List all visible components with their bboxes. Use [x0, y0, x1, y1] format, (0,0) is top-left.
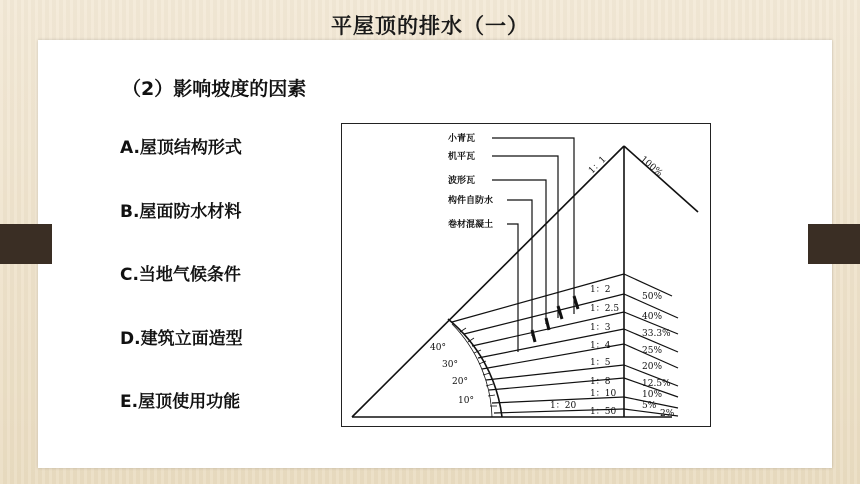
- percent-label: 40%: [642, 312, 663, 322]
- section-subtitle: （2）影响坡度的因素: [122, 78, 307, 100]
- material-label: 小青瓦: [448, 134, 476, 144]
- percent-peak-label: 100%: [638, 154, 665, 179]
- angle-label: 40°: [430, 343, 446, 353]
- factor-list: [120, 137, 243, 455]
- ratio-label: 1：2: [590, 285, 611, 295]
- left-tab-decoration: [0, 224, 52, 264]
- factor-item: C.当地气候条件: [120, 265, 241, 285]
- ratio-peak-label: 1：1: [587, 154, 609, 177]
- slide-title: 平屋顶的排水（一）: [331, 14, 529, 38]
- ratio-label: 1：2.5: [590, 304, 620, 314]
- material-label: 机平瓦: [448, 152, 476, 162]
- material-leader-lines: [492, 138, 574, 352]
- factor-item: A.屋顶结构形式: [120, 138, 242, 158]
- angle-label: 10°: [458, 396, 474, 406]
- leader-markers: [532, 296, 578, 342]
- factor-item: D.建筑立面造型: [120, 328, 243, 349]
- material-label: 构件自防水: [448, 196, 494, 206]
- percent-label: 33.3%: [642, 329, 671, 339]
- factor-item: E.屋顶使用功能: [120, 392, 241, 412]
- ratio-label: 1：8: [590, 377, 611, 387]
- ratio-label: 1：5: [590, 358, 611, 368]
- slope-diagram-svg: [342, 124, 710, 426]
- material-label: 卷材混凝土: [448, 220, 494, 230]
- percent-label: 10%: [642, 390, 663, 400]
- material-label: 波形瓦: [448, 176, 476, 186]
- percent-label: 25%: [642, 346, 663, 356]
- percent-label: 12.5%: [642, 379, 671, 389]
- ratio-label: 1：10: [590, 389, 617, 399]
- ratio-label: 1：50: [590, 407, 617, 417]
- slope-1-1-line: [352, 146, 624, 417]
- ratio-label: 1：20: [550, 401, 577, 411]
- percent-100-line: [624, 146, 698, 212]
- right-tab-decoration: [808, 224, 860, 264]
- percent-label: 2%: [660, 409, 675, 419]
- percent-label: 50%: [642, 292, 663, 302]
- angle-label: 30°: [442, 360, 458, 370]
- percent-label: 5%: [642, 401, 657, 411]
- factor-item: B.屋面防水材料: [120, 201, 242, 222]
- ratio-label: 1：3: [590, 323, 611, 333]
- percent-label: 20%: [642, 362, 663, 372]
- angle-label: 20°: [452, 377, 468, 387]
- ratio-label: 1：4: [590, 341, 611, 351]
- roof-slope-diagram: [341, 123, 711, 427]
